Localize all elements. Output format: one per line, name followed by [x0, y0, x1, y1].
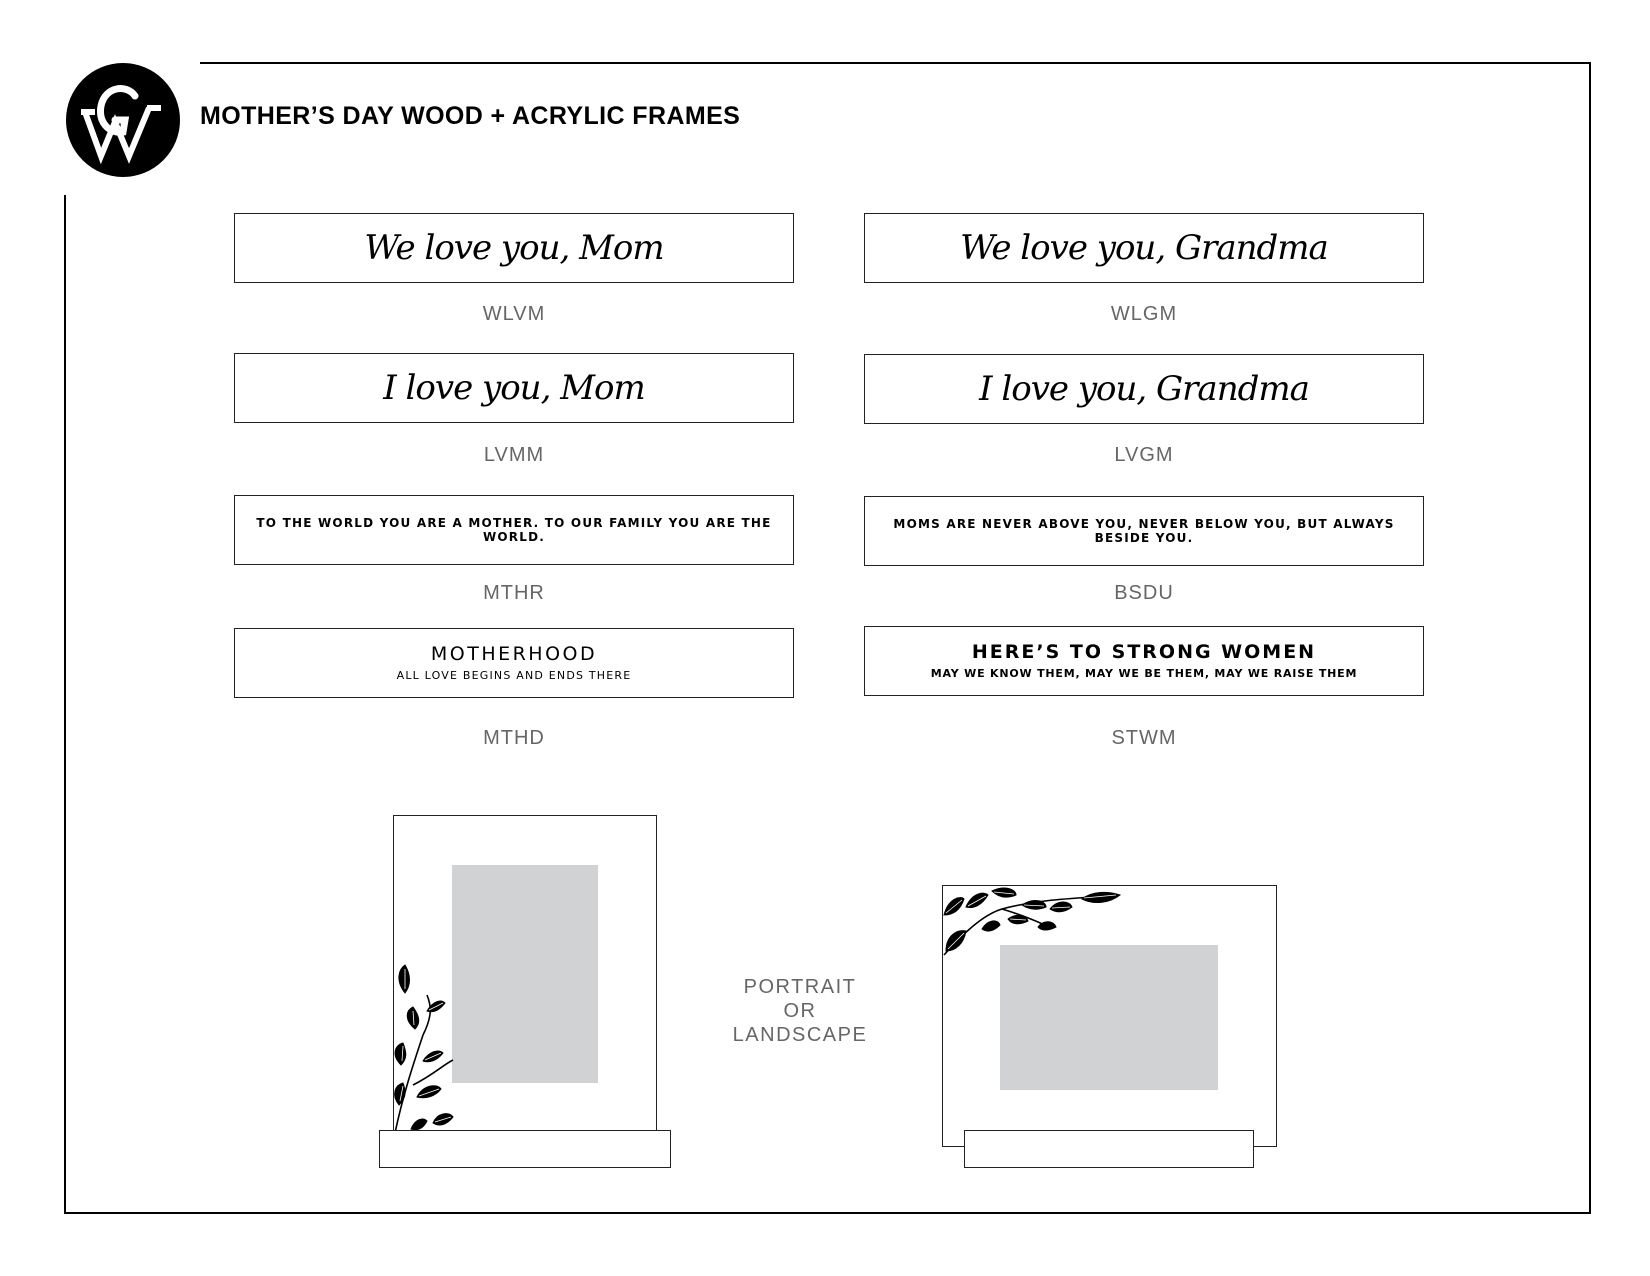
plate-stwm — [864, 626, 1424, 696]
product-code-stwm: STWM — [1111, 727, 1177, 749]
plate-script-text: I love you, Mom — [383, 368, 645, 408]
plate-lvgm — [864, 354, 1424, 424]
plate-quote-text: TO THE WORLD YOU ARE A MOTHER. TO OUR FAMILY YOU ARE THE WORLD. — [256, 516, 772, 544]
portrait-frame-stand — [379, 1130, 671, 1168]
product-code-bsdu: BSDU — [1114, 582, 1174, 604]
plate-script-text: I love you, Grandma — [979, 369, 1309, 409]
orientation-landscape: LANDSCAPE — [732, 1024, 868, 1046]
plate-script-text: We love you, Mom — [364, 228, 664, 268]
plate-subheading: MAY WE KNOW THEM, MAY WE BE THEM, MAY WE RAISE THEM — [930, 666, 1358, 680]
floral-corner-icon — [942, 885, 1122, 961]
product-code-lvmm: LVMM — [483, 444, 545, 466]
landscape-frame-stand — [964, 1130, 1254, 1168]
product-code-mthr: MTHR — [483, 582, 545, 604]
plate-heading: HERE’S TO STRONG WOMEN — [971, 641, 1317, 664]
floral-corner-icon — [393, 965, 483, 1135]
plate-lvmm — [234, 353, 794, 423]
plate-mthr — [234, 495, 794, 565]
orientation-label — [720, 975, 880, 1047]
plate-script-text: We love you, Grandma — [960, 228, 1328, 268]
plate-bsdu — [864, 496, 1424, 566]
page-title: MOTHER’S DAY WOOD + ACRYLIC FRAMES — [200, 102, 741, 130]
product-code-wlgm: WLGM — [1110, 303, 1178, 325]
orientation-or: OR — [783, 1000, 817, 1022]
plate-wlgm — [864, 213, 1424, 283]
plate-quote-text: MOMS ARE NEVER ABOVE YOU, NEVER BELOW YOU, BUT ALWAYS BESIDE YOU. — [893, 517, 1395, 545]
gw-logo — [65, 62, 181, 178]
plate-mthd — [234, 628, 794, 698]
product-code-lvgm: LVGM — [1114, 444, 1174, 466]
product-code-mthd: MTHD — [483, 727, 545, 749]
landscape-photo-placeholder — [1000, 945, 1218, 1090]
page-border-left — [64, 195, 66, 1214]
plate-wlvm — [234, 213, 794, 283]
plate-heading: MOTHERHOOD — [430, 643, 598, 666]
product-code-wlvm: WLVM — [482, 303, 546, 325]
orientation-portrait: PORTRAIT — [743, 976, 857, 998]
plate-subheading: ALL LOVE BEGINS AND ENDS THERE — [396, 668, 632, 682]
